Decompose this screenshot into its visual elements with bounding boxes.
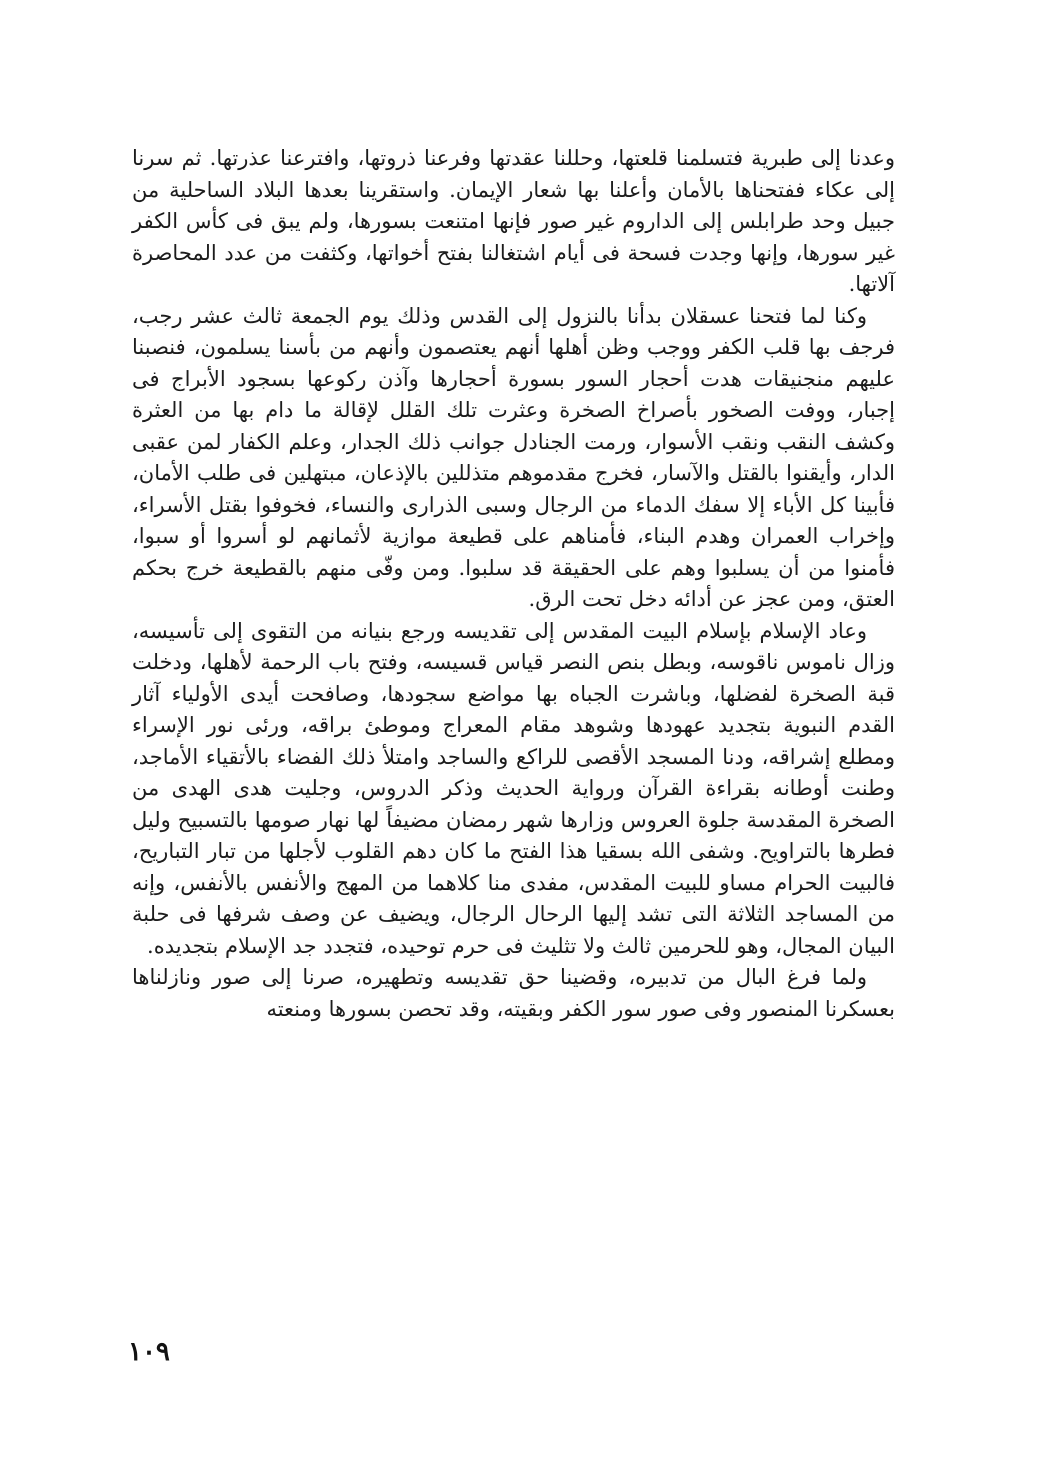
page-number: ١٠٩ bbox=[128, 1337, 170, 1367]
body-text bbox=[132, 143, 895, 1025]
paragraph-2: وكنا لما فتحنا عسقلان بدأنا بالنزول إلى القدس وذلك يوم الجمعة ثالث عشر رجب، فرجف بها قلب الكفر ووجب وظن أهلها أنهم يعتصمون وأنهم من بأسنا يسلمون، فنصبنا عليهم منجنيقات هدت أحجار السور بسورة أحجارها وآذن ركوعها بسجود الأبراج فى إجبار، ووفت الصخور بأصراخ الصخرة وعثرت تلك القلل لإقالة ما دام بها من العثرة وكشف النقب ونقب الأسوار، ورمت الجنادل جوانب ذلك الجدار، وعلم الكفار لمن عقبى الدار، وأيقنوا بالقتل والآسار، فخرج مقدموهم متذللين بالإذعان، مبتهلين فى طلب الأمان، فأبينا كل الأباء إلا سفك الدماء من الرجال وسبى الذرارى والنساء، فخوفوا بقتل الأسراء، وإخراب العمران وهدم البناء، فأمناهم على قطيعة موازية لأثمانهم لو أسروا أو سبوا، فأمنوا من أن يسلبوا وهم على الحقيقة قد سلبوا. ومن وفّى منهم بالقطيعة خرج بحكم العتق، ومن عجز عن أدائه دخل تحت الرق. bbox=[132, 303, 895, 611]
paragraph-3: وعاد الإسلام بإسلام البيت المقدس إلى تقديسه ورجع بنيانه من التقوى إلى تأسيسه، وزال ناموس ناقوسه، وبطل بنص النصر قياس قسيسه، وفتح باب الرحمة لأهلها، ودخلت قبة الصخرة لفضلها، وباشرت الجباه بها مواضع سجودها، وصافحت أيدى الأولياء آثار القدم النبوية بتجديد عهودها وشوهد مقام المعراج وموطئ براقه، ورئى نور الإسراء ومطلع إشراقه، ودنا المسجد الأقصى للراكع والساجد وامتلأ ذلك الفضاء بالأتقياء الأماجد، وطنت أوطانه بقراءة القرآن ورواية الحديث وذكر الدروس، وجليت هدى الهدى من الصخرة المقدسة جلوة العروس وزارها شهر رمضان مضيفاً لها نهار صومها بالتسبيح وليل فطرها بالتراويح. وشفى الله بسقيا هذا الفتح ما كان دهم القلوب لأجلها من تبار التباريح، فالبيت الحرام مساو للبيت المقدس، مفدى منا كلاهما من المهج والأنفس بالأنفس، وإنه من المساجد الثلاثة التى تشد إليها الرحال الرجال، ويضيف عن وصف شرفها فى حلبة البيان المجال، وهو للحرمين ثالث ولا تثليث فى حرم توحيده، فتجدد جد الإسلام بتجديده. bbox=[132, 618, 895, 958]
paragraph-1: وعدنا إلى طبرية فتسلمنا قلعتها، وحللنا عقدتها وفرعنا ذروتها، وافترعنا عذرتها. ثم سرنا إلى عكاء ففتحناها بالأمان وأعلنا بها شعار الإيمان. واستقرينا بعدها البلاد الساحلية من جبيل وحد طرابلس إلى الداروم غير صور فإنها امتنعت بسورها، ولم يبق فى كأس الكفر غير سورها، وإنها وجدت فسحة فى أيام اشتغالنا بفتح أخواتها، وكثفت من عدد المحاصرة آلاتها. bbox=[132, 146, 895, 296]
paragraph-4: ولما فرغ البال من تدبيره، وقضينا حق تقديسه وتطهيره، صرنا إلى صور ونازلناها بعسكرنا المنصور وفى صور سور الكفر وبقيته، وقد تحصن بسورها ومنعته bbox=[132, 965, 895, 1021]
